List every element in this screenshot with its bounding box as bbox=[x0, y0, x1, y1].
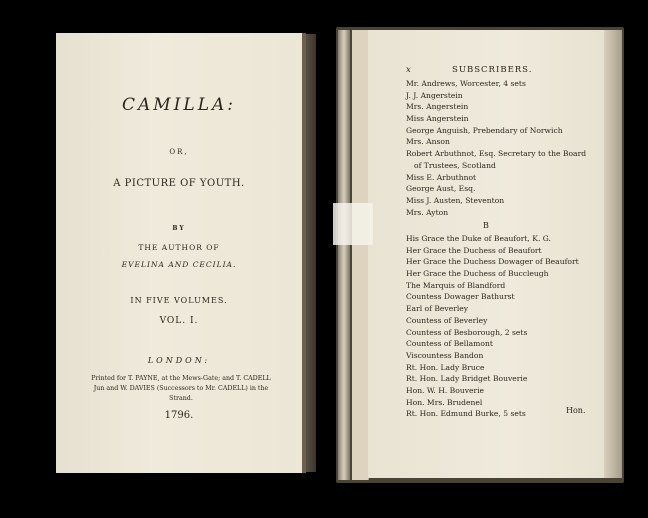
running-header bbox=[406, 65, 596, 75]
list-item-continued: of Trustees, Scotland bbox=[414, 160, 496, 170]
list-item: Countess Dowager Bathurst bbox=[406, 292, 515, 302]
right-binding bbox=[338, 30, 350, 480]
left-book-edge bbox=[306, 34, 316, 472]
list-item: Countess of Bellamont bbox=[406, 339, 493, 349]
list-item: Hon. Mrs. Brudenel bbox=[406, 397, 483, 407]
list-item: Miss J. Austen, Steventon bbox=[406, 195, 505, 205]
list-item: Rt. Hon. Edmund Burke, 5 sets bbox=[406, 409, 526, 419]
list-item: Her Grace the Duchess of Buccleugh bbox=[406, 269, 549, 279]
list-item: Mrs. Ayton bbox=[406, 207, 449, 217]
list-item: Miss E. Arbuthnot bbox=[406, 172, 477, 182]
list-item: Viscountess Bandon bbox=[406, 350, 484, 360]
list-item: Robert Arbuthnot, Esq. Secretary to the Board bbox=[406, 149, 587, 159]
subscribers-list-a bbox=[406, 78, 602, 218]
list-item: George Aust, Esq. bbox=[406, 184, 476, 194]
list-item: Countess of Besborough, 2 sets bbox=[406, 327, 528, 337]
list-item: Miss Angerstein bbox=[406, 114, 469, 124]
or-line: OR, bbox=[169, 148, 189, 156]
right-fore-edge bbox=[604, 30, 622, 478]
list-item: J. J. Angerstein bbox=[406, 90, 463, 100]
section-letter-b: B bbox=[483, 221, 489, 230]
list-item: Mrs. Angerstein bbox=[406, 102, 469, 112]
right-gutter bbox=[352, 30, 369, 480]
by-line: BY bbox=[172, 225, 186, 232]
list-item: Countess of Beverley bbox=[406, 315, 488, 325]
volume-number: VOL. I. bbox=[159, 316, 199, 326]
list-item: Her Grace the Duchess Dowager of Beaufort bbox=[406, 257, 579, 267]
author-line: THE AUTHOR OF bbox=[138, 243, 220, 252]
running-title: SUBSCRIBERS. bbox=[452, 65, 533, 75]
catchword: Hon. bbox=[566, 406, 586, 415]
list-item: Her Grace the Duchess of Beaufort bbox=[406, 245, 542, 255]
list-item: Earl of Beverley bbox=[406, 304, 469, 314]
subscribers-page bbox=[368, 30, 604, 478]
list-item: The Marquis of Blandford bbox=[406, 280, 506, 290]
list-item: Rt. Hon. Lady Bridget Bouverie bbox=[406, 374, 528, 384]
list-item: Mr. Andrews, Worcester, 4 sets bbox=[406, 79, 526, 88]
volume-count: IN FIVE VOLUMES. bbox=[130, 296, 228, 305]
paper-tab bbox=[333, 203, 373, 245]
list-item: Mrs. Anson bbox=[406, 137, 450, 147]
title-page bbox=[56, 33, 306, 473]
page-number: x bbox=[406, 65, 412, 75]
imprint-place: LONDON: bbox=[147, 356, 211, 365]
list-item: His Grace the Duke of Beaufort, K. G. bbox=[406, 234, 551, 243]
list-item: Hon. W. H. Bouverie bbox=[406, 385, 485, 395]
imprint-text: Printed for T. PAYNE, at the Mews-Gate; and T. CADELL Jun and W. DAVIES (Successors to Mr. CADELL) in the Strand. bbox=[91, 375, 271, 402]
book-subtitle: A PICTURE OF YOUTH. bbox=[113, 178, 245, 189]
list-item: George Anguish, Prebendary of Norwich bbox=[406, 125, 563, 135]
book-title: CAMILLA: bbox=[122, 95, 236, 115]
prior-works: EVELINA AND CECILIA. bbox=[121, 260, 237, 269]
subscribers-list-b bbox=[406, 233, 602, 420]
imprint-year: 1796. bbox=[164, 410, 194, 421]
list-item: Rt. Hon. Lady Bruce bbox=[406, 362, 485, 372]
